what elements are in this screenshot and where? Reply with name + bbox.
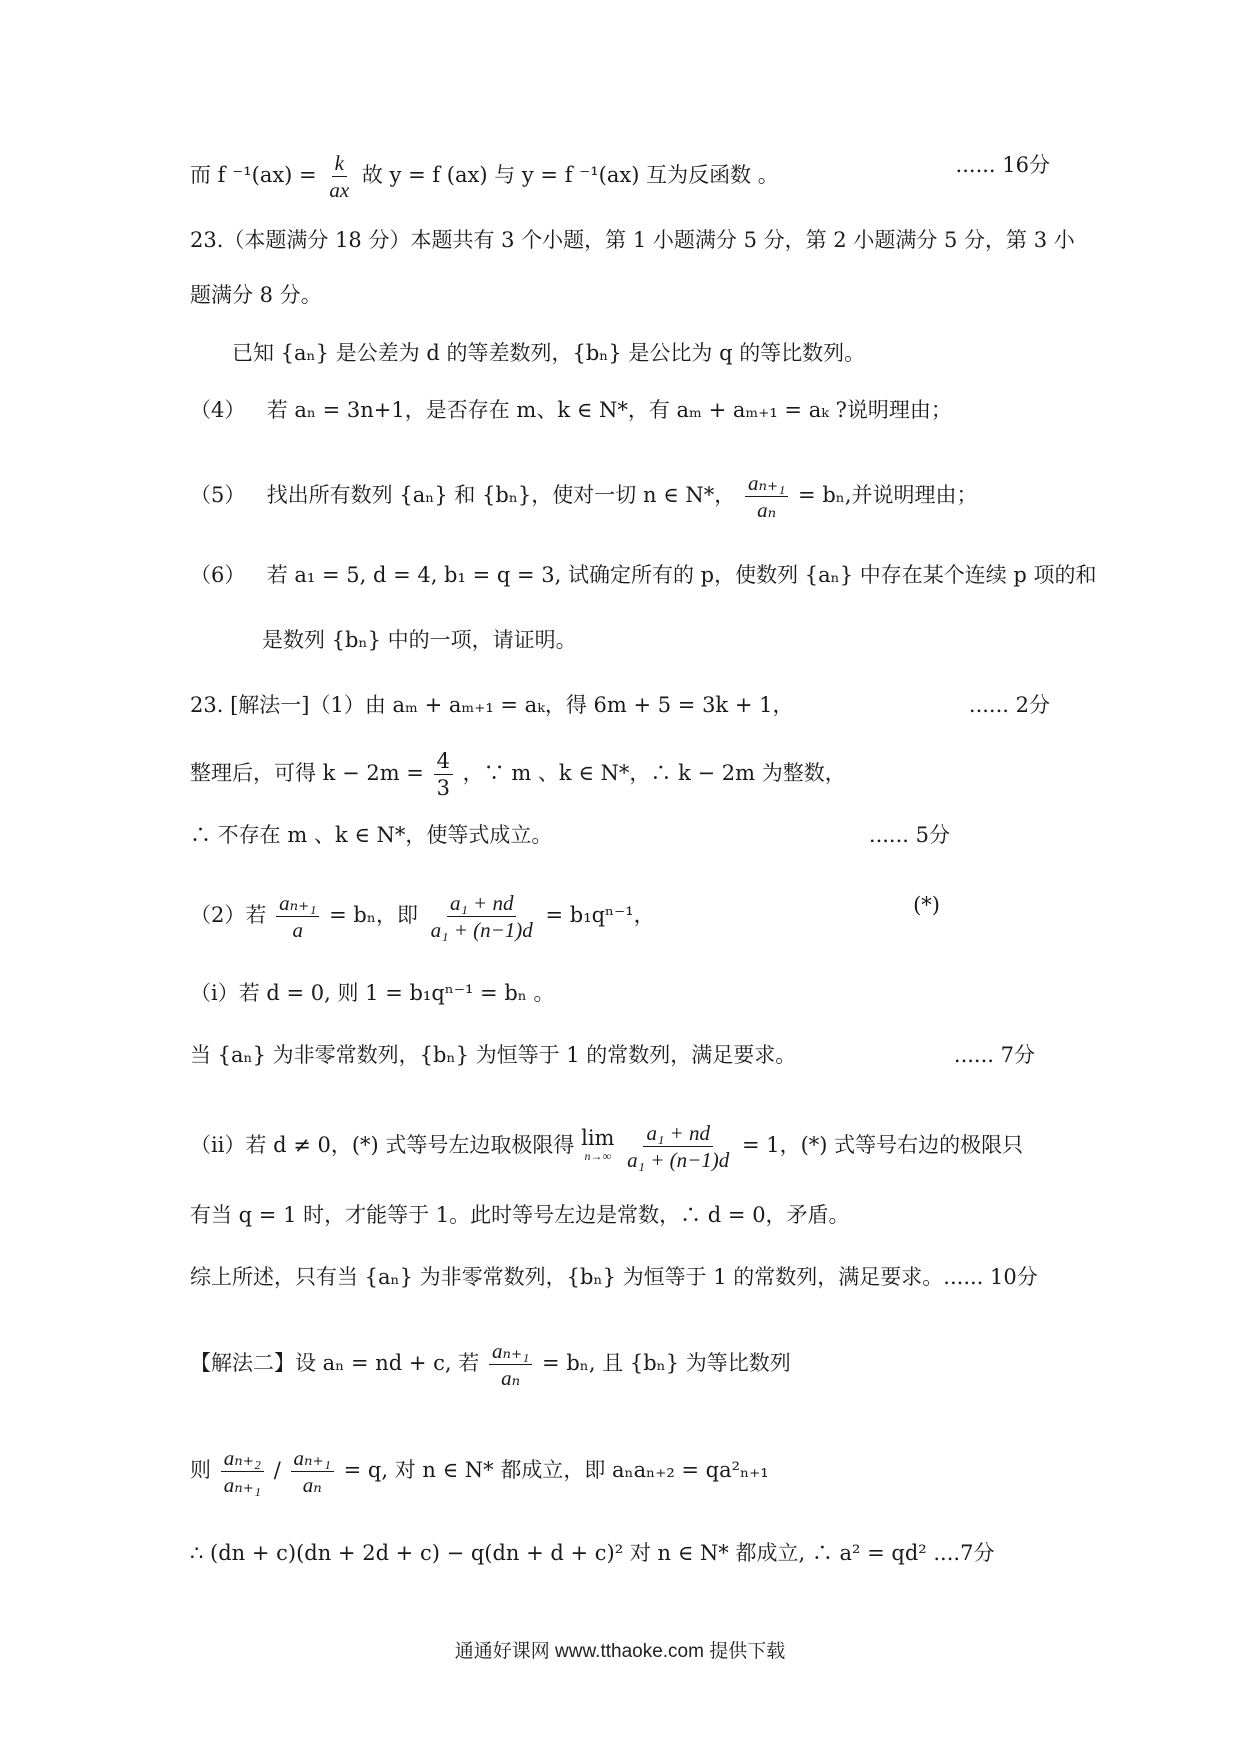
s7-a: （ⅱ）若 d ≠ 0，(*) 式等号左边取极限得 <box>190 1133 575 1157</box>
given-statement: 已知 {aₙ} 是公差为 d 的等差数列，{bₙ} 是公比为 q 的等比数列。 <box>232 341 866 365</box>
solution-9-line: 综上所述，只有当 {aₙ} 为非零常数列，{bₙ} 为恒等于 1 的常数列，满足要求。...... 10分 <box>190 1265 1038 1289</box>
m3-fraction-2: $\frac{\text{aₙ₊₁}}{\text{aₙ}}$ <box>291 1445 334 1498</box>
solution-7-line <box>190 1120 1050 1173</box>
part-5-label: （5） <box>190 483 246 507</box>
m3-fraction-1: $\frac{\text{aₙ₊₂}}{\text{aₙ₊₁}}$ <box>221 1445 264 1498</box>
s4-fraction-1: $\frac{\text{aₙ₊₁}}{a}$ <box>276 890 319 943</box>
l1-prefix: 而 f ⁻¹(ax) = <box>190 163 317 187</box>
s4-fraction-2: $\frac{\text{a₁ + nd}}{\text{a₁ + (n−1)d}}$ <box>430 891 533 942</box>
score-16: ...... 16分 <box>955 153 1050 177</box>
solution-1-line <box>190 690 1050 720</box>
limit-operator: lim n→∞ <box>581 1125 615 1163</box>
m2-a: 【解法二】设 aₙ = nd + c, 若 <box>190 1351 480 1375</box>
s6-text: 当 {aₙ} 为非零常数列，{bₙ} 为恒等于 1 的常数列，满足要求。 <box>190 1043 797 1067</box>
solution-8-line: 有当 q = 1 时，才能等于 1。此时等号左边是常数，∴ d = 0，矛盾。 <box>190 1203 850 1227</box>
part-6 <box>190 560 1097 590</box>
solution-3-line <box>190 820 1050 850</box>
solution-6-line <box>190 1040 1050 1070</box>
equation-star-mark: (*) <box>913 893 940 917</box>
part-6-cont: 是数列 {bₙ} 中的一项，请证明。 <box>262 628 577 652</box>
footer-download-note: 通通好课网 www.tthaoke.com 提供下载 <box>454 1641 786 1662</box>
m2-b: = bₙ, 且 {bₙ} 为等比数列 <box>542 1351 791 1375</box>
method-2-line-2 <box>190 1445 1050 1498</box>
m3-slash: / <box>273 1458 281 1482</box>
l1-text: 故 y = f (ax) 与 y = f ⁻¹(ax) 互为反函数 。 <box>361 163 779 187</box>
m3-b: = q, 对 n ∈ N* 都成立，即 aₙaₙ₊₂ = qa²ₙ₊₁ <box>343 1458 769 1482</box>
s2-b: ，∵ m 、k ∈ N*，∴ k − 2m 为整数， <box>462 761 846 785</box>
method-2-line-1 <box>190 1338 1050 1391</box>
part-4-label: （4） <box>190 398 246 422</box>
m2-fraction: $\frac{\text{aₙ₊₁}}{\text{aₙ}}$ <box>489 1338 532 1391</box>
part-6-text: 若 a₁ = 5, d = 4, b₁ = q = 3, 试确定所有的 p，使数列 {aₙ} 中存在某个连续 p 项的和 <box>266 563 1097 587</box>
fraction-k-over-ax: $\frac{k}{ax}$ <box>329 151 350 202</box>
s4-c: = b₁qⁿ⁻¹， <box>545 903 655 927</box>
solution-2-line <box>190 748 1050 801</box>
part-4-text: 若 aₙ = 3n+1，是否存在 m、k ∈ N*，有 aₘ + aₘ₊₁ = aₖ ?说明理由； <box>266 398 952 422</box>
part-4 <box>190 395 1050 425</box>
question-header-1: 23.（本题满分 18 分）本题共有 3 个小题，第 1 小题满分 5 分，第 2 小题满分 5 分，第 3 小 <box>190 228 1075 252</box>
part-5 <box>190 470 1050 523</box>
part-5-text-b: = bₙ,并说明理由； <box>798 483 978 507</box>
s4-a: （2）若 <box>190 903 267 927</box>
s4-b: = bₙ，即 <box>329 903 418 927</box>
part-5-text-a: 找出所有数列 {aₙ} 和 {bₙ}，使对一切 n ∈ N*， <box>266 483 736 507</box>
solution-5-line: （ⅰ）若 d = 0, 则 1 = b₁qⁿ⁻¹ = bₙ 。 <box>190 981 555 1005</box>
method-2-line-3: ∴ (dn + c)(dn + 2d + c) − q(dn + d + c)² 对 n ∈ N* 都成立, ∴ a² = qd² ....7分 <box>190 1541 995 1565</box>
score-2: ...... 2分 <box>968 693 1050 717</box>
part-5-fraction: $\frac{\text{aₙ₊₁}}{\text{aₙ}}$ <box>745 470 788 523</box>
formula-line-1 <box>190 150 1050 203</box>
score-7: ...... 7分 <box>953 1043 1035 1067</box>
s3-text: ∴ 不存在 m 、k ∈ N*，使等式成立。 <box>190 823 553 847</box>
score-5: ...... 5分 <box>868 823 950 847</box>
s7-b: = 1，(*) 式等号右边的极限只 <box>741 1133 1024 1157</box>
part-6-label: （6） <box>190 563 246 587</box>
m3-a: 则 <box>190 1458 211 1482</box>
solution-4-line <box>190 890 1050 943</box>
fraction-4-over-3: $\frac{4}{3}$ <box>434 748 453 801</box>
solution-1-text: 23. [解法一]（1）由 aₘ + aₘ₊₁ = aₖ，得 6m + 5 = 3k + 1， <box>190 693 794 717</box>
question-header-2: 题满分 8 分。 <box>190 283 322 307</box>
s7-fraction: $\frac{\text{a₁ + nd}}{\text{a₁ + (n−1)d}}$ <box>627 1121 730 1172</box>
s2-a: 整理后，可得 k − 2m = <box>190 761 424 785</box>
